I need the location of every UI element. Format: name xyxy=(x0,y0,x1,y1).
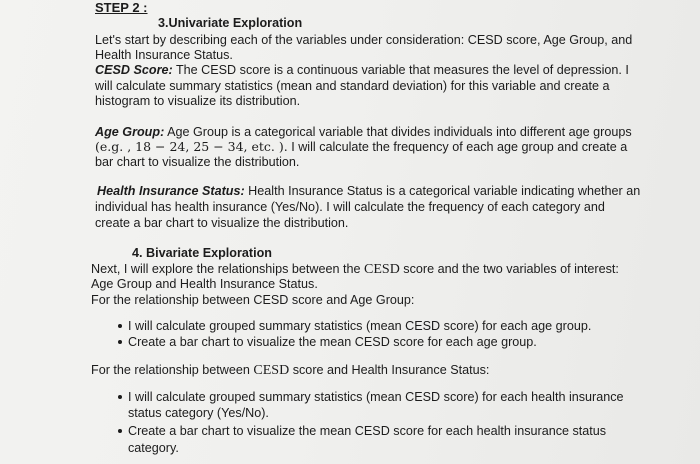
section-3-heading: 3.Univariate Exploration xyxy=(158,16,303,30)
health-intro-text-c: score and Health Insurance Status: xyxy=(289,363,490,377)
age-relationship-intro: For the relationship between CESD score and Age Group: xyxy=(91,293,415,307)
health-bullet-1-line-1: I will calculate grouped summary statistics (mean CESD score) for each health insurance xyxy=(128,390,624,404)
cesd-paragraph-line-2: will calculate summary statistics (mean and standard deviation) for this variable and create a xyxy=(95,79,610,93)
age-group-paragraph-line-2 xyxy=(95,139,627,155)
health-bullet-2-line-1: Create a bar chart to visualize the mean CESD score for each health insurance status xyxy=(128,424,607,438)
health-insurance-label: Health Insurance Status: xyxy=(97,184,245,198)
age-bullet-2: Create a bar chart to visualize the mean CESD score for each age group. xyxy=(128,335,537,349)
section-4-heading: 4. Bivariate Exploration xyxy=(132,246,272,260)
bullet-dot xyxy=(118,429,122,433)
health-insurance-paragraph-line-2: individual has health insurance (Yes/No). I will calculate the frequency of each category and xyxy=(95,200,605,214)
health-insurance-paragraph-line-1 xyxy=(97,183,640,199)
health-relationship-intro xyxy=(91,362,489,379)
bullet-dot xyxy=(118,340,122,344)
age-group-paragraph-line-3: bar chart to visualize the distribution. xyxy=(95,155,300,169)
age-range-example: (e.g. , 18 − 24, 25 − 34, etc. ). xyxy=(95,139,288,154)
health-insurance-paragraph-line-3: create a bar chart to visualize the distribution. xyxy=(95,216,349,230)
age-group-text-1: Age Group is a categorical variable that divides individuals into different age groups xyxy=(164,125,632,139)
section-4-intro-text-c: score and the two variables of interest: xyxy=(399,262,619,276)
step-heading: STEP 2 : xyxy=(95,0,148,15)
age-group-text-2: I will calculate the frequency of each age group and create a xyxy=(287,140,628,154)
health-bullet-1-line-2: status category (Yes/No). xyxy=(128,406,269,420)
age-group-paragraph-line-1 xyxy=(95,124,632,140)
section-3-intro-line-1: Let's start by describing each of the variables under consideration: CESD score, Age Group, and xyxy=(95,33,633,47)
bullet-dot xyxy=(118,395,122,399)
health-insurance-text-1: Health Insurance Status is a categorical variable indicating whether an xyxy=(244,184,641,198)
section-4-intro-text-a: Next, I will explore the relationships between the xyxy=(91,262,365,276)
section-4-intro-cesd: CESD xyxy=(364,262,400,277)
age-group-label: Age Group: xyxy=(95,125,165,139)
health-intro-text-a: For the relationship between xyxy=(91,363,254,377)
cesd-paragraph-line-1 xyxy=(95,62,629,78)
section-4-intro-line-2: Age Group and Health Insurance Status. xyxy=(91,277,318,291)
health-bullet-2-line-2: category. xyxy=(128,441,179,455)
cesd-paragraph-line-3: histogram to visualize its distribution. xyxy=(95,94,301,108)
section-3-intro-line-2: Health Insurance Status. xyxy=(95,48,233,62)
age-bullet-1: I will calculate grouped summary statistics (mean CESD score) for each age group. xyxy=(128,319,592,333)
cesd-label: CESD Score: xyxy=(95,63,173,77)
health-intro-cesd: CESD xyxy=(253,363,290,378)
bullet-dot xyxy=(118,324,122,328)
cesd-text-1: The CESD score is a continuous variable that measures the level of depression. I xyxy=(172,63,629,77)
